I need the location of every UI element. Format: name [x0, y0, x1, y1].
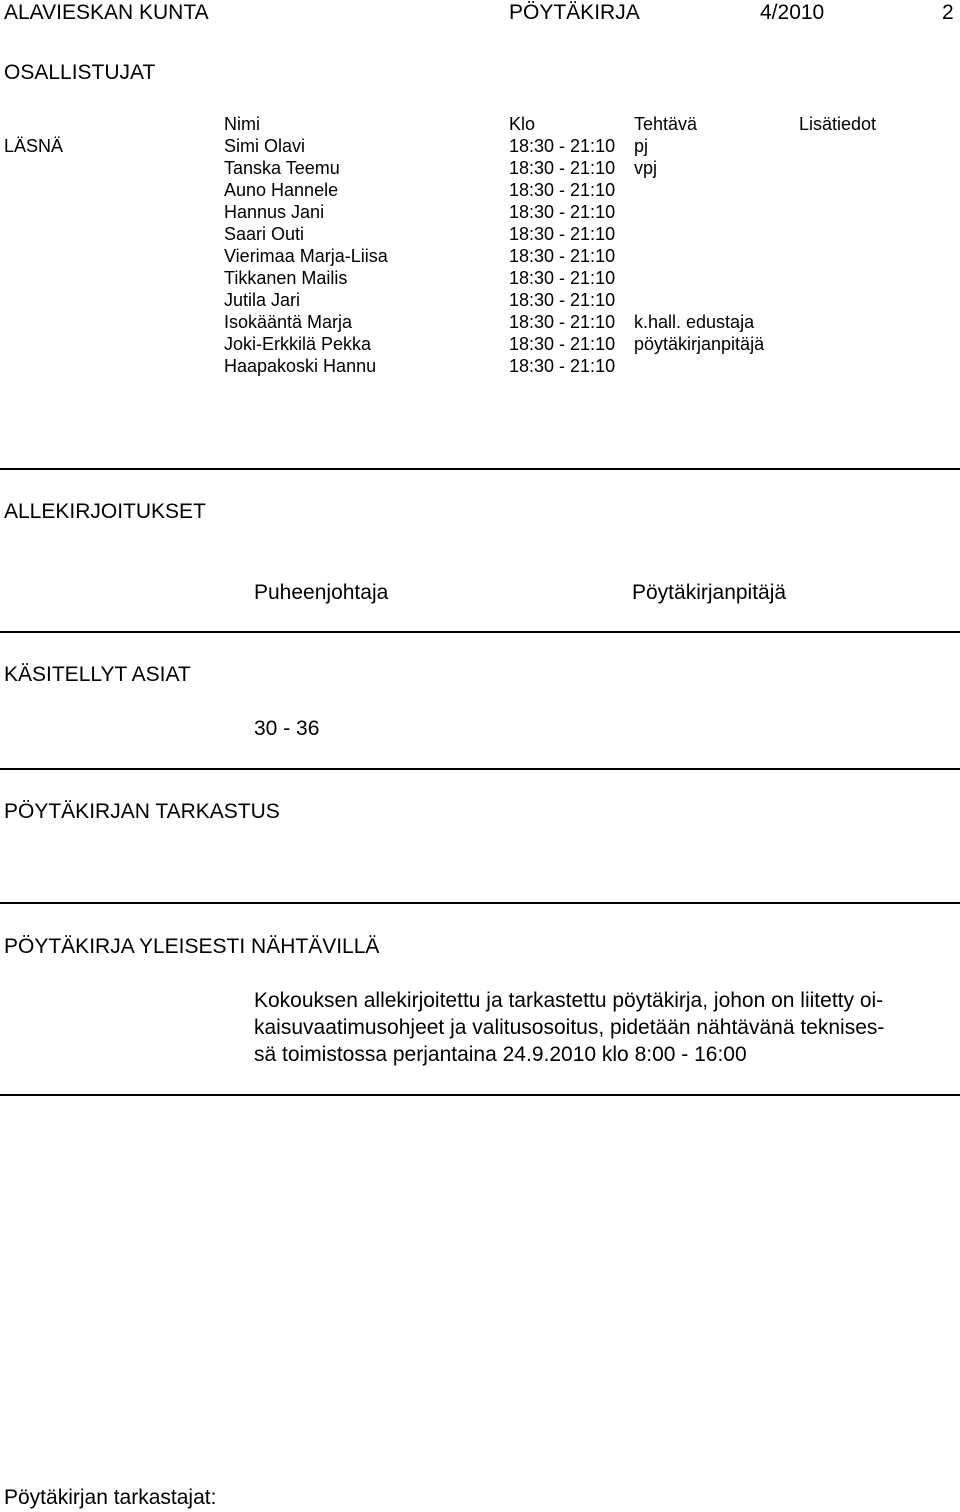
participant-name: Tanska Teemu — [224, 158, 340, 178]
public-display-text-line: Kokouksen allekirjoitettu ja tarkastettu pöytäkirja, johon on liitetty oi- — [254, 989, 884, 1012]
participant-role: k.hall. edustaja — [634, 312, 755, 332]
section-divider — [0, 468, 960, 470]
public-display-text-line: sä toimistossa perjantaina 24.9.2010 klo 8:00 - 16:00 — [254, 1043, 747, 1066]
document-type: PÖYTÄKIRJA — [509, 1, 640, 24]
participant-time: 18:30 - 21:10 — [509, 356, 616, 376]
page-number: 2 — [942, 1, 954, 24]
table-row — [0, 311, 960, 333]
municipality-name: ALAVIESKAN KUNTA — [4, 1, 209, 24]
participants-heading: OSALLISTUJAT — [4, 61, 156, 84]
section-divider — [0, 902, 960, 904]
participant-name: Auno Hannele — [224, 180, 339, 200]
signatures-heading: ALLEKIRJOITUKSET — [4, 500, 206, 523]
column-info: Lisätiedot — [799, 114, 877, 134]
participant-time: 18:30 - 21:10 — [509, 136, 616, 156]
participant-name: Joki-Erkkilä Pekka — [224, 334, 372, 354]
table-row — [0, 267, 960, 289]
participant-role: pöytäkirjanpitäjä — [634, 334, 765, 354]
participant-time: 18:30 - 21:10 — [509, 180, 616, 200]
table-row — [0, 245, 960, 267]
participant-time: 18:30 - 21:10 — [509, 158, 616, 178]
handled-items-heading: KÄSITELLYT ASIAT — [4, 663, 191, 686]
column-role: Tehtävä — [634, 114, 698, 134]
participant-time: 18:30 - 21:10 — [509, 246, 616, 266]
participants-table-header — [0, 113, 960, 135]
participant-time: 18:30 - 21:10 — [509, 312, 616, 332]
participant-time: 18:30 - 21:10 — [509, 268, 616, 288]
present-label: LÄSNÄ — [4, 136, 64, 156]
document-number: 4/2010 — [760, 1, 825, 24]
chair-signature-label: Puheenjohtaja — [254, 581, 389, 604]
column-name: Nimi — [224, 114, 260, 134]
column-time: Klo — [509, 114, 536, 134]
review-heading: PÖYTÄKIRJAN TARKASTUS — [4, 800, 280, 823]
table-row — [0, 157, 960, 179]
participant-time: 18:30 - 21:10 — [509, 202, 616, 222]
participant-name: Saari Outi — [224, 224, 305, 244]
participant-name: Jutila Jari — [224, 290, 301, 310]
participant-time: 18:30 - 21:10 — [509, 334, 616, 354]
participant-role: vpj — [634, 158, 658, 178]
public-display-text-line: kaisuvaatimusohjeet ja valitusosoitus, pidetään nähtävänä teknises- — [254, 1016, 885, 1039]
secretary-signature-label: Pöytäkirjanpitäjä — [632, 581, 787, 604]
table-row — [0, 223, 960, 245]
section-divider — [0, 631, 960, 633]
participant-name: Hannus Jani — [224, 202, 325, 222]
participant-name: Vierimaa Marja-Liisa — [224, 246, 388, 266]
participant-name: Tikkanen Mailis — [224, 268, 348, 288]
handled-items-range: 30 - 36 — [254, 717, 320, 740]
section-divider — [0, 1094, 960, 1096]
table-row — [0, 201, 960, 223]
table-row — [0, 355, 960, 377]
public-display-heading: PÖYTÄKIRJA YLEISESTI NÄHTÄVILLÄ — [4, 935, 380, 958]
participant-name: Isokääntä Marja — [224, 312, 353, 332]
participant-name: Haapakoski Hannu — [224, 356, 377, 376]
section-divider — [0, 768, 960, 770]
reviewers-label: Pöytäkirjan tarkastajat: — [4, 1486, 217, 1509]
table-row — [0, 333, 960, 355]
participant-time: 18:30 - 21:10 — [509, 224, 616, 244]
table-row — [0, 135, 960, 157]
participant-role: pj — [634, 136, 649, 156]
participant-time: 18:30 - 21:10 — [509, 290, 616, 310]
table-row — [0, 289, 960, 311]
participant-name: Simi Olavi — [224, 136, 306, 156]
table-row — [0, 179, 960, 201]
